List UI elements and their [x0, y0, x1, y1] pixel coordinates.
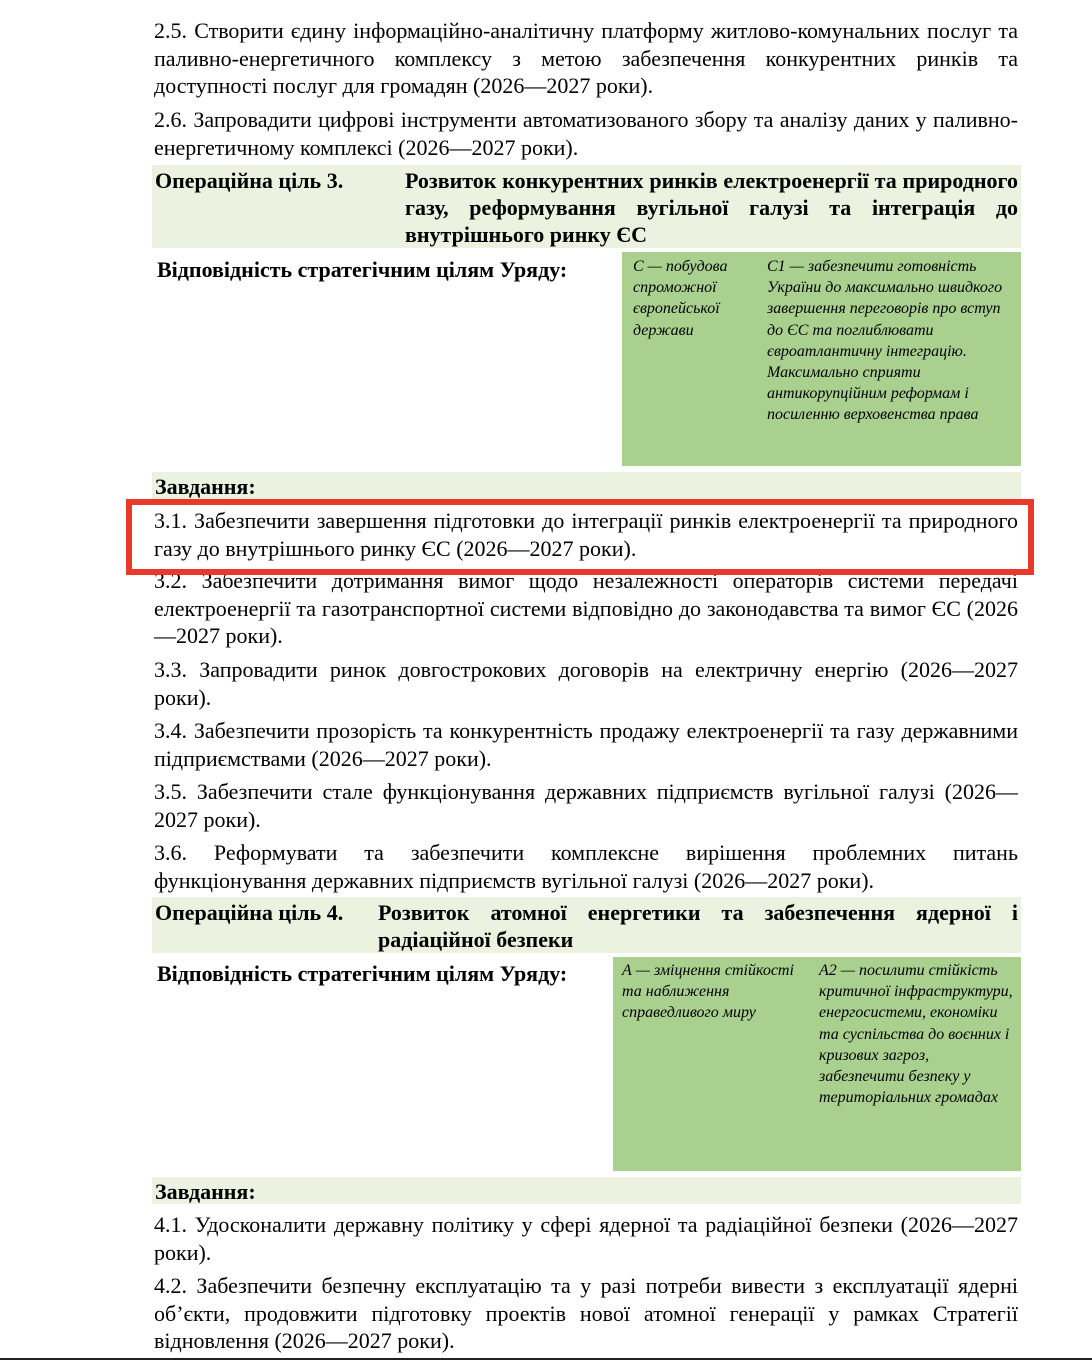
task-4-2: 4.2. Забезпечити безпечну експлуатацію та у разі потреби вивести з експлуатації ядерні об’єкти, продовжити підготовку проектів нової атомної генерації у рамках Стратегії відновлення (2026—2027 роки).: [154, 1273, 1018, 1353]
task-3-4: 3.4. Забезпечити прозорість та конкурентність продажу електроенергії та газу державними підприємствами (2026—2027 роки).: [154, 718, 1018, 771]
task-3-5: 3.5. Забезпечити стале функціонування державних підприємств вугільної галузі (2026—2027 роки).: [154, 779, 1018, 832]
goal4-alignment-left: А — зміцнення стійкості та наближення справедливого миру: [622, 962, 794, 1022]
goal4-label: Операційна ціль 4.: [155, 900, 344, 925]
task-2-6: 2.6. Запровадити цифрові інструменти автоматизованого збору та аналізу даних у паливно-енергетичному комплексі (2026—2027 роки).: [154, 107, 1018, 160]
task-3-1: 3.1. Забезпечити завершення підготовки до інтеграції ринків електроенергії та природного газу до внутрішнього ринку ЄС (2026—2027 роки).: [154, 508, 1018, 561]
goal4-alignment-right: А2 — посилити стійкість критичної інфраструктури, енергосистеми, економіки та суспільства до воєнних і кризових загроз, забезпечити безпеку у територіальних громадах: [819, 962, 1013, 1107]
goal4-tasks-label: Завдання:: [155, 1179, 256, 1204]
goal3-title: Розвиток конкурентних ринків електроенергії та природного газу, реформування вугільної галузі та інтеграція до внутрішнього ринку ЄС: [405, 168, 1018, 247]
goal3-alignment-label: Відповідність стратегічним цілям Уряду:: [157, 257, 568, 282]
task-2-5: 2.5. Створити єдину інформаційно-аналітичну платформу житлово-комунальних послуг та паливно-енергетичного комплексу з метою забезпечення конкурентних ринків та доступності послуг для громадян (2026—2027 роки).: [154, 18, 1018, 98]
task-3-6: 3.6. Реформувати та забезпечити комплексне вирішення проблемних питань функціонування державних підприємств вугільної галузі (2026—2027 роки).: [154, 840, 1018, 893]
highlight-box: [126, 499, 1034, 575]
goal4-tasks-band: [152, 1177, 1021, 1204]
goal3-alignment-left: С — побудова спроможної європейської держави: [633, 258, 728, 339]
task-3-3: 3.3. Запровадити ринок довгострокових договорів на електричну енергію (2026—2027 роки).: [154, 657, 1018, 710]
goal4-title: Розвиток атомної енергетики та забезпечення ядерної і радіаційної безпеки: [378, 900, 1018, 952]
task-4-1: 4.1. Удосконалити державну політику у сфері ядерної та радіаційної безпеки (2026—2027 роки).: [154, 1212, 1018, 1265]
goal4-alignment-label: Відповідність стратегічним цілям Уряду:: [157, 961, 568, 986]
task-3-2: 3.2. Забезпечити дотримання вимог щодо незалежності операторів системи передачі електроенергії та газотранспортної системи відповідно до законодавства та вимог ЄС (2026—2027 роки).: [154, 568, 1018, 648]
goal3-tasks-band: [152, 472, 1021, 499]
goal3-tasks-label: Завдання:: [155, 474, 256, 499]
page-bottom-rule: [0, 1358, 1092, 1360]
goal3-alignment-right: С1 — забезпечити готовність України до максимально швидкого завершення переговорів про вступ до ЄС та поглиблювати євроатлантичну інтеграцію. Максимально сприяти антикорупційним реформам і посиленню верховенства права: [767, 258, 1003, 424]
goal3-label: Операційна ціль 3.: [155, 168, 344, 193]
